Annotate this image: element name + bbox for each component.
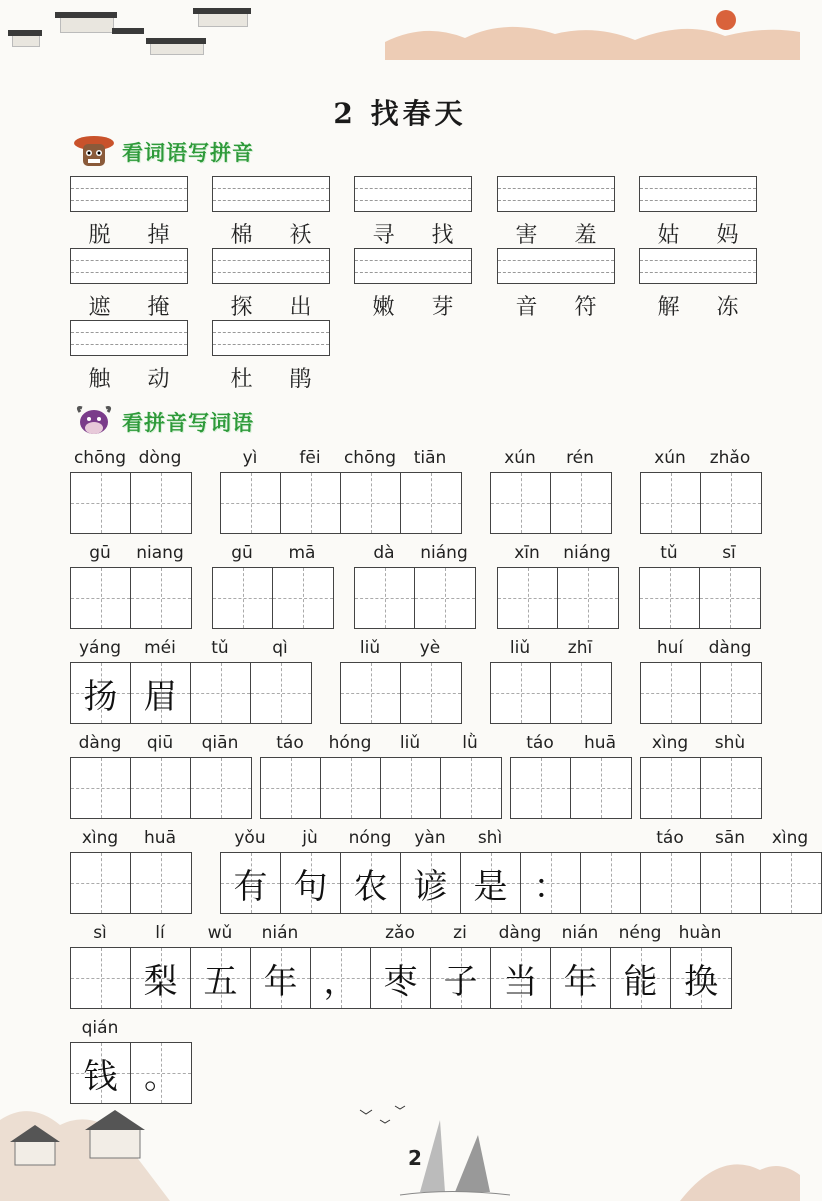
character-cell[interactable] xyxy=(251,948,311,1008)
pinyin-label: rén xyxy=(566,448,594,468)
character-cell[interactable] xyxy=(491,663,551,723)
character-cell[interactable] xyxy=(401,663,461,723)
pinyin-answer-box[interactable] xyxy=(354,176,472,212)
pinyin-label: xìng xyxy=(651,733,689,753)
pinyin-label: sān xyxy=(714,828,746,848)
written-character: 钱 xyxy=(83,1056,118,1097)
character-cell[interactable] xyxy=(381,758,441,818)
character-cell[interactable] xyxy=(491,948,551,1008)
section-1-label: 看词语写拼音 xyxy=(122,141,254,165)
character-cell[interactable] xyxy=(71,663,131,723)
writing-grid xyxy=(70,662,312,724)
pinyin-label: zhǎo xyxy=(709,448,751,468)
character-cell[interactable] xyxy=(71,948,131,1008)
vocabulary-word: 害 羞 xyxy=(515,223,597,248)
pinyin-label: táo xyxy=(656,828,684,848)
pinyin-label: dà xyxy=(373,543,395,563)
pinyin-answer-box[interactable] xyxy=(70,176,188,212)
written-character: 眉 xyxy=(143,676,178,717)
writing-grid xyxy=(490,662,612,724)
written-character: 年 xyxy=(563,961,598,1002)
pinyin-label: néng xyxy=(618,923,662,943)
character-cell[interactable] xyxy=(701,853,761,913)
character-cell[interactable] xyxy=(401,473,461,533)
pinyin-label: xīn xyxy=(514,543,540,563)
pinyin-answer-box[interactable] xyxy=(497,248,615,284)
pinyin-label: fēi xyxy=(299,448,321,468)
writing-grid xyxy=(340,662,462,724)
character-cell[interactable] xyxy=(558,568,618,628)
written-character: 句 xyxy=(293,866,328,907)
pinyin-answer-box[interactable] xyxy=(354,248,472,284)
character-cell[interactable] xyxy=(281,473,341,533)
character-cell[interactable] xyxy=(415,568,475,628)
pinyin-label: liǔ xyxy=(359,638,381,658)
character-mascot-icon xyxy=(72,134,116,170)
character-cell[interactable] xyxy=(261,758,321,818)
character-cell[interactable] xyxy=(441,758,501,818)
character-cell[interactable] xyxy=(511,758,571,818)
pinyin-label: hóng xyxy=(328,733,372,753)
pinyin-label: zhī xyxy=(567,638,593,658)
pinyin-label: qián xyxy=(81,1018,119,1038)
pinyin-label: liǔ xyxy=(399,733,421,753)
character-cell[interactable] xyxy=(431,948,491,1008)
vocabulary-word: 寻 找 xyxy=(372,223,454,248)
character-cell[interactable] xyxy=(191,663,251,723)
character-cell[interactable] xyxy=(641,758,701,818)
pinyin-label: tiān xyxy=(413,448,447,468)
landscape-decoration-icon xyxy=(0,1080,800,1201)
writing-grid xyxy=(640,472,762,534)
character-cell[interactable] xyxy=(71,853,131,913)
pinyin-label: táo xyxy=(526,733,554,753)
pinyin-label: niang xyxy=(136,543,184,563)
written-character: 子 xyxy=(443,961,478,1002)
character-cell[interactable] xyxy=(311,948,371,1008)
writing-grid xyxy=(640,757,762,819)
pinyin-label: dàng xyxy=(498,923,542,943)
pinyin-label: zi xyxy=(453,923,467,943)
pinyin-label: niáng xyxy=(420,543,468,563)
written-character: 农 xyxy=(353,866,388,907)
writing-grid xyxy=(212,567,334,629)
pinyin-answer-box[interactable] xyxy=(212,248,330,284)
pinyin-label: niáng xyxy=(563,543,611,563)
mountain-decoration-icon xyxy=(385,12,800,60)
character-cell[interactable] xyxy=(273,568,333,628)
character-cell[interactable] xyxy=(611,948,671,1008)
pinyin-label: lí xyxy=(155,923,165,943)
written-character: 扬 xyxy=(83,676,118,717)
vocabulary-word: 探 出 xyxy=(230,295,312,320)
pinyin-label: huí xyxy=(656,638,684,658)
pinyin-label: huàn xyxy=(678,923,722,943)
character-cell[interactable] xyxy=(131,663,191,723)
character-cell[interactable] xyxy=(321,758,381,818)
character-cell[interactable] xyxy=(551,473,611,533)
vocabulary-word: 棉 袄 xyxy=(230,223,312,248)
character-cell[interactable] xyxy=(491,473,551,533)
pinyin-label: yáng xyxy=(78,638,122,658)
section-2-label: 看拼音写词语 xyxy=(122,411,254,435)
pinyin-answer-box[interactable] xyxy=(639,248,757,284)
pinyin-label: qì xyxy=(272,638,288,658)
written-character: 五 xyxy=(203,961,238,1002)
character-cell[interactable] xyxy=(521,853,581,913)
character-cell[interactable] xyxy=(461,853,521,913)
pinyin-label: tǔ xyxy=(211,638,229,658)
character-cell[interactable] xyxy=(355,568,415,628)
character-cell[interactable] xyxy=(221,853,281,913)
character-cell[interactable] xyxy=(551,948,611,1008)
vocabulary-word: 音 符 xyxy=(515,295,597,320)
character-cell[interactable] xyxy=(551,663,611,723)
page-number: 2 xyxy=(408,1146,422,1170)
character-cell[interactable] xyxy=(131,948,191,1008)
pinyin-label: chōng xyxy=(343,448,397,468)
pinyin-label: gū xyxy=(89,543,111,563)
pinyin-label: xìng xyxy=(81,828,119,848)
pinyin-answer-box[interactable] xyxy=(212,176,330,212)
writing-grid xyxy=(354,567,476,629)
written-character: 谚 xyxy=(413,866,448,907)
character-cell[interactable] xyxy=(571,758,631,818)
writing-grid xyxy=(220,852,822,914)
character-cell[interactable] xyxy=(71,568,131,628)
writing-grid xyxy=(70,947,732,1009)
sun-icon xyxy=(716,10,736,30)
pinyin-label: dòng xyxy=(138,448,182,468)
character-cell[interactable] xyxy=(701,473,761,533)
ox-mascot-icon xyxy=(72,404,116,440)
pinyin-label: huā xyxy=(584,733,616,753)
pinyin-label: shù xyxy=(714,733,746,753)
pinyin-label: yì xyxy=(242,448,258,468)
character-cell[interactable] xyxy=(131,473,191,533)
character-cell[interactable] xyxy=(371,948,431,1008)
character-cell[interactable] xyxy=(71,473,131,533)
pinyin-answer-box[interactable] xyxy=(212,320,330,356)
character-cell[interactable] xyxy=(641,473,701,533)
character-cell[interactable] xyxy=(281,853,341,913)
vocabulary-word: 脱 掉 xyxy=(88,223,170,248)
character-cell[interactable] xyxy=(701,758,761,818)
pinyin-label: xìng xyxy=(771,828,809,848)
pinyin-label: dàng xyxy=(708,638,752,658)
pinyin-label: lǜ xyxy=(462,733,478,753)
pinyin-label: sī xyxy=(722,543,736,563)
pinyin-label: jù xyxy=(302,828,318,848)
character-cell[interactable] xyxy=(761,853,821,913)
character-cell[interactable] xyxy=(641,663,701,723)
writing-grid xyxy=(70,757,252,819)
character-cell[interactable] xyxy=(341,853,401,913)
written-character: 年 xyxy=(263,961,298,1002)
character-cell[interactable] xyxy=(71,758,131,818)
character-cell[interactable] xyxy=(191,948,251,1008)
character-cell[interactable] xyxy=(341,473,401,533)
written-character: 有 xyxy=(233,866,268,907)
pinyin-label: nián xyxy=(261,923,299,943)
pinyin-answer-box[interactable] xyxy=(70,248,188,284)
vocabulary-word: 杜 鹃 xyxy=(230,367,312,392)
pinyin-label: sì xyxy=(93,923,107,943)
vocabulary-word: 遮 掩 xyxy=(88,295,170,320)
vocabulary-word: 嫩 芽 xyxy=(372,295,454,320)
section-2-header xyxy=(72,404,254,440)
writing-grid xyxy=(639,567,761,629)
written-character: 梨 xyxy=(143,961,178,1002)
section-1-header xyxy=(72,134,254,170)
character-cell[interactable] xyxy=(131,853,191,913)
character-cell[interactable] xyxy=(671,948,731,1008)
writing-grid xyxy=(497,567,619,629)
pinyin-label: méi xyxy=(144,638,176,658)
pinyin-label: xún xyxy=(654,448,686,468)
character-cell[interactable] xyxy=(221,473,281,533)
written-character: 枣 xyxy=(383,961,418,1002)
pinyin-label: tǔ xyxy=(660,543,678,563)
pinyin-label: nóng xyxy=(348,828,392,848)
pinyin-label: dàng xyxy=(78,733,122,753)
character-cell[interactable] xyxy=(701,663,761,723)
written-character: 能 xyxy=(623,961,658,1002)
pinyin-label: nián xyxy=(561,923,599,943)
pinyin-label: qiū xyxy=(146,733,174,753)
character-cell[interactable] xyxy=(640,568,700,628)
character-cell[interactable] xyxy=(213,568,273,628)
vocabulary-word: 姑 妈 xyxy=(657,223,739,248)
writing-grid xyxy=(260,757,502,819)
written-character: ， xyxy=(323,961,358,1002)
pinyin-label: liǔ xyxy=(509,638,531,658)
character-cell[interactable] xyxy=(641,853,701,913)
character-cell[interactable] xyxy=(700,568,760,628)
written-character: 当 xyxy=(503,961,538,1002)
pinyin-label: yǒu xyxy=(234,828,266,848)
character-cell[interactable] xyxy=(191,758,251,818)
pinyin-label: chōng xyxy=(73,448,127,468)
written-character: 换 xyxy=(684,961,718,1002)
character-cell[interactable] xyxy=(251,663,311,723)
character-cell[interactable] xyxy=(581,853,641,913)
written-character: ： xyxy=(533,866,568,907)
writing-grid xyxy=(70,567,192,629)
pinyin-label: yàn xyxy=(414,828,446,848)
pinyin-label: táo xyxy=(276,733,304,753)
character-cell[interactable] xyxy=(131,568,191,628)
character-cell[interactable] xyxy=(401,853,461,913)
pinyin-label: gū xyxy=(231,543,253,563)
pinyin-label: zǎo xyxy=(385,923,415,943)
pinyin-answer-box[interactable] xyxy=(70,320,188,356)
pinyin-label: mā xyxy=(288,543,316,563)
character-cell[interactable] xyxy=(341,663,401,723)
vocabulary-word: 解 冻 xyxy=(657,295,739,320)
page-title: 2 找春天 xyxy=(333,97,467,130)
pinyin-label: yè xyxy=(419,638,441,658)
character-cell[interactable] xyxy=(498,568,558,628)
writing-grid xyxy=(70,472,192,534)
writing-grid xyxy=(490,472,612,534)
writing-grid xyxy=(70,852,192,914)
pinyin-label: shì xyxy=(477,828,503,848)
pinyin-label: xún xyxy=(504,448,536,468)
written-character: 是 xyxy=(473,866,508,907)
writing-grid xyxy=(220,472,462,534)
pinyin-label: huā xyxy=(144,828,176,848)
pinyin-label: qiān xyxy=(201,733,239,753)
vocabulary-word: 触 动 xyxy=(88,367,170,392)
pinyin-answer-box[interactable] xyxy=(497,176,615,212)
writing-grid xyxy=(510,757,632,819)
pinyin-answer-box[interactable] xyxy=(639,176,757,212)
pinyin-label: wǔ xyxy=(207,923,233,943)
writing-grid xyxy=(640,662,762,724)
character-cell[interactable] xyxy=(131,758,191,818)
written-character: 。 xyxy=(144,1056,178,1097)
